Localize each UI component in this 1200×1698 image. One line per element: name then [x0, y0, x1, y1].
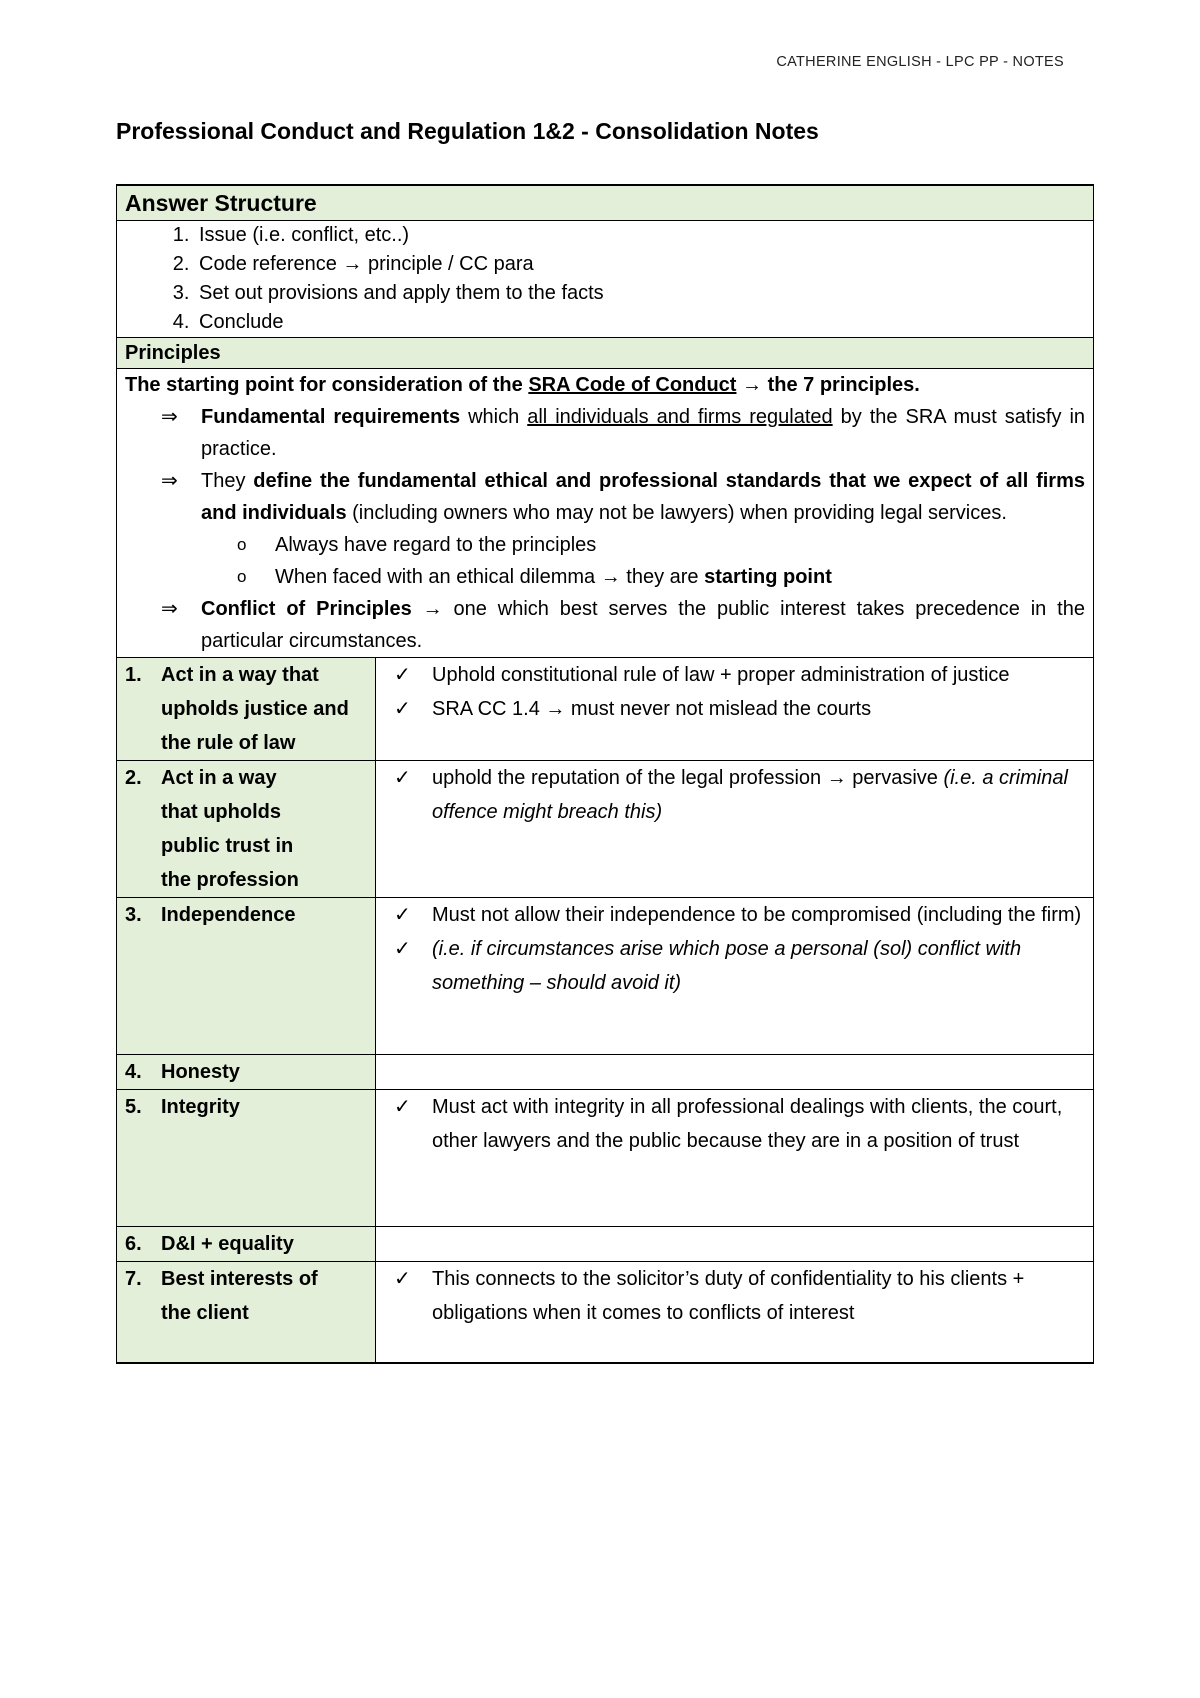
check-point: ✓ Must not allow their independence to be compromised (including the firm): [384, 898, 1085, 932]
check-point: ✓ uphold the reputation of the legal profession → pervasive (i.e. a criminal offence might breach this): [384, 761, 1085, 829]
principle-row: [117, 658, 1094, 761]
circle-bullet-icon: o: [237, 567, 247, 586]
principle-name-cell: 6. D&I + equality: [117, 1227, 376, 1262]
checkmark-icon: ✓: [394, 1096, 411, 1118]
principle-name-cell: 3. Independence: [117, 898, 376, 1055]
checkmark-icon: ✓: [394, 904, 411, 926]
answer-structure-cell: [117, 221, 1094, 338]
arrow-bullet: ⇒ Fundamental requirements which all individuals and firms regulated by the SRA must satisfy in practice.: [125, 401, 1085, 465]
answer-step: 1. Issue (i.e. conflict, etc..): [195, 221, 1085, 250]
circle-bullet-icon: o: [237, 535, 247, 554]
principle-desc-cell: [376, 761, 1094, 898]
principles-heading: Principles: [117, 338, 1094, 369]
checkmark-icon: ✓: [394, 767, 411, 789]
page-header: CATHERINE ENGLISH - LPC PP - NOTES: [776, 54, 1064, 70]
principle-desc-cell: [376, 898, 1094, 1055]
answer-step: 3. Set out provisions and apply them to the facts: [195, 279, 1085, 308]
answer-step: 4. Conclude: [195, 308, 1085, 337]
principle-row: [117, 1227, 1094, 1262]
checkmark-icon: ✓: [394, 664, 411, 686]
principle-name-cell: 2. Act in a way that upholds public trust in the profession: [117, 761, 376, 898]
sub-bullet: o When faced with an ethical dilemma → they are starting point: [125, 561, 1085, 593]
principle-name-cell: 4. Honesty: [117, 1055, 376, 1090]
double-arrow-icon: ⇒: [161, 406, 178, 428]
principle-row: [117, 1262, 1094, 1364]
principle-desc-cell: [376, 1262, 1094, 1364]
sra-code-link-text: SRA Code of Conduct: [528, 374, 737, 396]
checkmark-icon: ✓: [394, 698, 411, 720]
check-point: ✓ Must act with integrity in all professional dealings with clients, the court, other lawyers and the public because they are in a position of trust: [384, 1090, 1085, 1158]
double-arrow-icon: ⇒: [161, 470, 178, 492]
principle-desc-cell: [376, 1090, 1094, 1227]
principle-desc-cell: [376, 1227, 1094, 1262]
principle-desc-cell: [376, 1055, 1094, 1090]
principles-intro: The starting point for consideration of the SRA Code of Conduct → the 7 principles.: [125, 374, 920, 396]
principle-row: [117, 898, 1094, 1055]
check-point: ✓ (i.e. if circumstances arise which pose a personal (sol) conflict with something – should avoid it): [384, 932, 1085, 1000]
sub-bullet-list: [125, 529, 1085, 593]
principle-name-cell: 5. Integrity: [117, 1090, 376, 1227]
checkmark-icon: ✓: [394, 1268, 411, 1290]
arrow-bullet: ⇒ They define the fundamental ethical and professional standards that we expect of all firms and individuals (including owners who may not be lawyers) when providing legal services. o Always have regard to the principles o When faced with an ethical dilemma → they are starting point: [125, 465, 1085, 593]
answer-structure-heading: Answer Structure: [117, 185, 1094, 221]
principle-desc-cell: [376, 658, 1094, 761]
principles-overview-cell: [117, 369, 1094, 658]
arrow-bullet: ⇒ Conflict of Principles → one which best serves the public interest takes precedence in the particular circumstances.: [125, 593, 1085, 657]
checkmark-icon: ✓: [394, 938, 411, 960]
sub-bullet: o Always have regard to the principles: [125, 529, 1085, 561]
principle-name-cell: 7. Best interests of the client: [117, 1262, 376, 1364]
principle-name-cell: 1. Act in a way that upholds justice and the rule of law: [117, 658, 376, 761]
principle-row: [117, 761, 1094, 898]
double-arrow-icon: ⇒: [161, 598, 178, 620]
check-point: ✓ Uphold constitutional rule of law + proper administration of justice: [384, 658, 1085, 692]
check-point: ✓ This connects to the solicitor’s duty of confidentiality to his clients + obligations when it comes to conflicts of interest: [384, 1262, 1085, 1330]
notes-table: [116, 184, 1094, 1364]
principle-row: [117, 1055, 1094, 1090]
answer-steps-list: [125, 221, 1085, 337]
principles-arrow-list: [125, 401, 1085, 657]
check-point: ✓ SRA CC 1.4 → must never not mislead the courts: [384, 692, 1085, 726]
answer-step: 2. Code reference → principle / CC para: [195, 250, 1085, 279]
principle-row: [117, 1090, 1094, 1227]
document-title: Professional Conduct and Regulation 1&2 - Consolidation Notes: [116, 118, 819, 144]
